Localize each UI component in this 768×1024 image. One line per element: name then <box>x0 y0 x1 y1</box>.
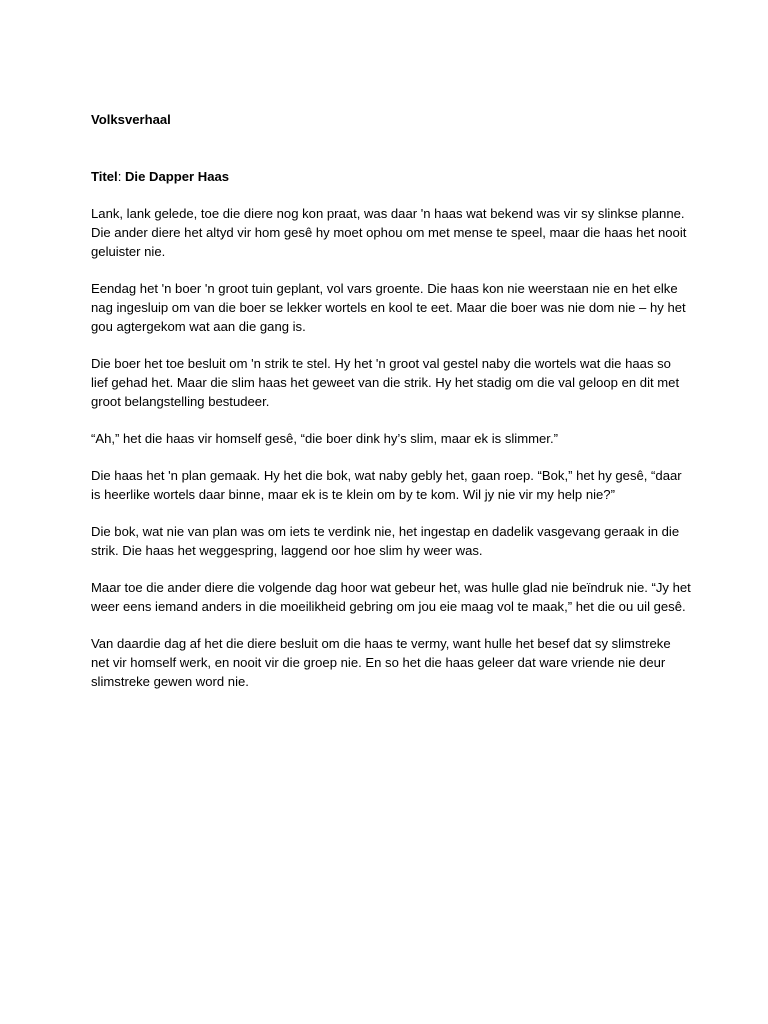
paragraph-1: Lank, lank gelede, toe die diere nog kon praat, was daar 'n haas wat bekend was vir sy slinkse planne. Die ander diere het altyd vir hom gesê hy moet ophou om met mense te speel, maar die haas het nooit geluister nie. <box>91 206 687 259</box>
paragraph-3: Die boer het toe besluit om 'n strik te stel. Hy het 'n groot val gestel naby die wortels wat die haas so lief gehad het. Maar die slim haas het geweet van die strik. Hy het stadig om die val geloop en dit met groot belangstelling bestudeer. <box>91 356 680 409</box>
paragraph-6: Die bok, wat nie van plan was om iets te verdink nie, het ingestap en dadelik vasgevang geraak in die strik. Die haas het weggespring, laggend oor hoe slim hy weer was. <box>91 524 680 558</box>
paragraph-4: “Ah,” het die haas vir homself gesê, “die boer dink hy’s slim, maar ek is slimmer.” <box>91 431 558 446</box>
document-heading: Volksverhaal <box>91 112 171 127</box>
story-title: Die Dapper Haas <box>124 169 230 184</box>
paragraph-7: Maar toe die ander diere die volgende dag hoor wat gebeur het, was hulle glad nie beïndruk nie. “Jy het weer eens iemand anders in die moeilikheid gebring om jou eie maag vol te maak,” het die ou uil gesê. <box>91 580 691 614</box>
story-title-separator: : <box>117 169 125 184</box>
paragraph-5: Die haas het 'n plan gemaak. Hy het die bok, wat naby gebly het, gaan roep. “Bok,” het hy gesê, “daar is heerlike wortels daar binne, maar ek is te klein om by te kom. Wil jy nie vir my help nie?” <box>91 468 682 502</box>
paragraph-2: Eendag het 'n boer 'n groot tuin geplant, vol vars groente. Die haas kon nie weerstaan nie en het elke nag ingesluip om van die boer se lekker wortels en kool te eet. Maar die boer was nie dom nie – hy het gou agtergekom wat aan die gang is. <box>91 281 686 334</box>
document-page <box>91 110 691 691</box>
story-title-label: Titel <box>91 169 118 184</box>
story-title-line <box>91 167 691 186</box>
paragraph-8: Van daardie dag af het die diere besluit om die haas te vermy, want hulle het besef dat sy slimstreke net vir homself werk, en nooit vir die groep nie. En so het die haas geleer dat ware vriende nie deur slimstreke gewen word nie. <box>91 636 671 689</box>
